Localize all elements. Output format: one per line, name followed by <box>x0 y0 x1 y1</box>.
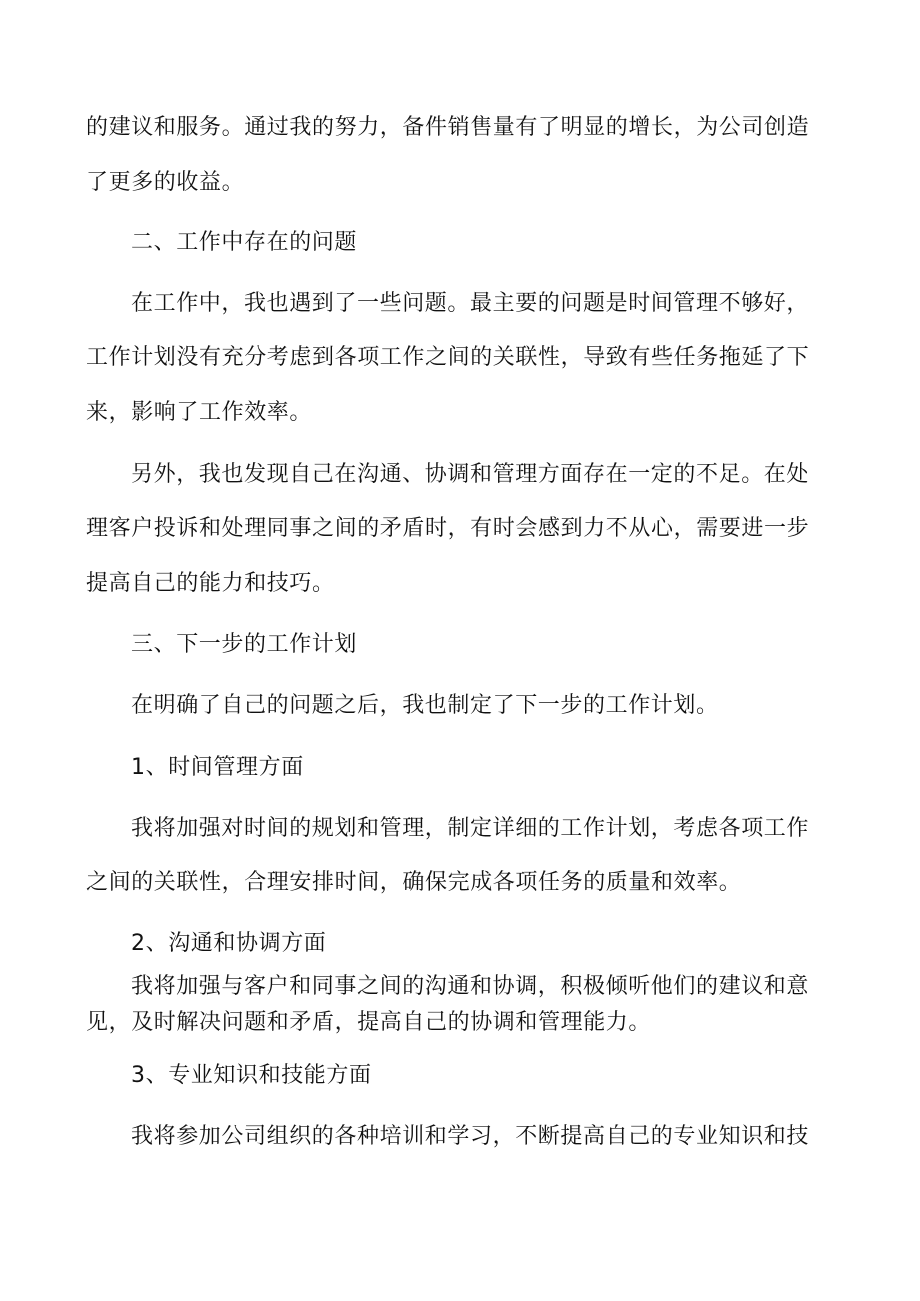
paragraph-line: 提高自己的能力和技巧。 <box>86 571 335 596</box>
paragraph-line: 的建议和服务。通过我的努力，备件销售量有了明显的增长，为公司创造 <box>86 115 810 140</box>
paragraph-line: 见，及时解决问题和矛盾，提高自己的协调和管理能力。 <box>86 1010 652 1035</box>
paragraph-line: 我将加强与客户和同事之间的沟通和协调，积极倾听他们的建议和意 <box>131 974 810 999</box>
subsection-heading: 3、专业知识和技能方面 <box>131 1063 372 1088</box>
subsection-heading: 1、时间管理方面 <box>131 755 304 780</box>
subsection-heading: 2、沟通和协调方面 <box>131 931 327 956</box>
paragraph-line: 工作计划没有充分考虑到各项工作之间的关联性，导致有些任务拖延了下 <box>86 345 810 370</box>
paragraph-line: 来，影响了工作效率。 <box>86 400 313 425</box>
paragraph-line: 在明确了自己的问题之后，我也制定了下一步的工作计划。 <box>131 693 719 718</box>
paragraph-line: 之间的关联性，合理安排时间，确保完成各项任务的质量和效率。 <box>86 870 742 895</box>
paragraph-line: 在工作中，我也遇到了一些问题。最主要的问题是时间管理不够好， <box>131 291 810 316</box>
paragraph-line: 我将加强对时间的规划和管理，制定详细的工作计划，考虑各项工作 <box>131 816 810 841</box>
paragraph-line: 了更多的收益。 <box>86 170 245 195</box>
paragraph-line: 理客户投诉和处理同事之间的矛盾时，有时会感到力不从心，需要进一步 <box>86 516 810 541</box>
section-heading: 三、下一步的工作计划 <box>131 632 358 657</box>
paragraph-line: 另外，我也发现自己在沟通、协调和管理方面存在一定的不足。在处 <box>131 462 810 487</box>
section-heading: 二、工作中存在的问题 <box>131 230 358 255</box>
paragraph-line: 我将参加公司组织的各种培训和学习，不断提高自己的专业知识和技 <box>131 1124 810 1149</box>
